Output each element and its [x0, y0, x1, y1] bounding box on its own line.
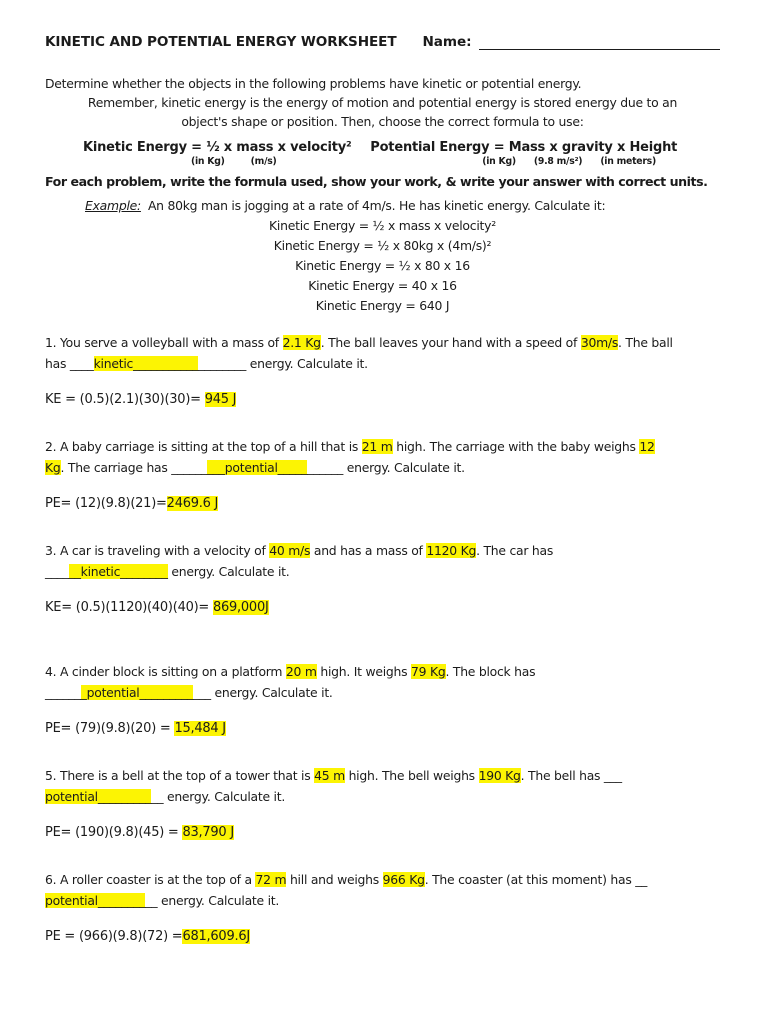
highlighted-text: ___potential_____	[206, 460, 308, 475]
text-segment: ______	[307, 460, 344, 475]
unit-label: (m/s)	[250, 156, 277, 167]
highlighted-text: 190 Kg	[478, 768, 521, 783]
problem-1	[45, 332, 720, 410]
text-segment: has ____	[45, 356, 94, 371]
header-row	[45, 34, 720, 50]
name-blank-line	[479, 36, 720, 50]
text-segment: . The coaster (at this moment) has __	[424, 872, 648, 887]
highlighted-text: 72 m	[255, 872, 287, 887]
intro-line: object's shape or position. Then, choose the correct formula to use:	[181, 114, 584, 129]
highlighted-text: 2469.6 J	[166, 496, 219, 511]
problem-text-line	[45, 561, 720, 582]
problem-5	[45, 765, 720, 843]
text-segment: PE= (79)(9.8)(20) =	[45, 721, 175, 736]
problem-text-line	[45, 457, 720, 478]
text-segment: energy. Calculate it.	[167, 564, 290, 579]
unit-label: (in meters)	[600, 156, 656, 167]
answer-line	[45, 822, 720, 843]
instruction-text: For each problem, write the formula used, show your work, & write your answer with correct units.	[45, 174, 708, 189]
problem-text-line	[45, 869, 720, 890]
kinetic-formula-block	[45, 140, 362, 167]
highlighted-text: 40 m/s	[269, 543, 311, 558]
highlighted-text: 945 J	[204, 392, 237, 407]
intro-line: Determine whether the objects in the following problems have kinetic or potential energy.	[45, 76, 582, 91]
highlighted-text: 30m/s	[580, 335, 619, 350]
example-intro	[45, 198, 720, 213]
problem-text-line	[45, 682, 720, 703]
text-segment: high. The bell weighs	[344, 768, 479, 783]
intro-line: Remember, kinetic energy is the energy of motion and potential energy is stored energy due to an	[87, 95, 678, 110]
problem-3	[45, 540, 720, 618]
text-segment: 6. A roller coaster is at the top of a	[45, 872, 256, 887]
unit-label: (in Kg)	[482, 156, 516, 167]
highlighted-text: potential________	[45, 893, 146, 908]
text-segment: high. It weighs	[316, 664, 412, 679]
intro-paragraph	[45, 74, 720, 131]
potential-formula-units	[370, 156, 720, 167]
highlighted-text: 1120 Kg	[426, 543, 477, 558]
highlighted-text: _potential_________	[80, 685, 193, 700]
highlighted-text: 15,484 J	[174, 721, 226, 736]
answer-line	[45, 389, 720, 410]
problem-text-line	[45, 786, 720, 807]
highlighted-text: __kinetic________	[68, 564, 168, 579]
answer-line	[45, 718, 720, 739]
problem-text-line	[45, 661, 720, 682]
highlighted-text: 79 Kg	[411, 664, 446, 679]
problem-text-line	[45, 765, 720, 786]
name-label: Name:	[422, 34, 472, 50]
answer-line	[45, 926, 720, 947]
problem-4	[45, 661, 720, 739]
text-segment: . The bell has ___	[520, 768, 622, 783]
example-step: Kinetic Energy = ½ x 80kg x (4m/s)²	[273, 238, 492, 253]
text-segment: . The ball leaves your hand with a speed of	[320, 335, 581, 350]
problem-2	[45, 436, 720, 514]
unit-label: (9.8 m/s²)	[533, 156, 583, 167]
text-segment: ______	[45, 685, 81, 700]
page-title: KINETIC AND POTENTIAL ENERGY WORKSHEET	[45, 34, 397, 50]
answer-line	[45, 493, 720, 514]
text-segment: . The carriage has ______	[60, 460, 207, 475]
highlighted-text: kinetic___________	[93, 356, 199, 371]
text-segment: 5. There is a bell at the top of a tower that is	[45, 768, 315, 783]
text-segment: and has a mass of	[310, 543, 427, 558]
text-segment: PE= (190)(9.8)(45) =	[45, 825, 183, 840]
potential-formula-text: Potential Energy = Mass x gravity x Height	[370, 140, 678, 155]
highlighted-text: potential_________	[45, 789, 152, 804]
highlighted-text: 869,000J	[212, 600, 269, 615]
text-segment: 4. A cinder block is sitting on a platform	[45, 664, 286, 679]
text-segment: ___	[193, 685, 211, 700]
text-segment: energy. Calculate it.	[343, 460, 465, 475]
highlighted-text: 45 m	[314, 768, 345, 783]
text-segment: 1. You serve a volleyball with a mass of	[45, 335, 283, 350]
text-segment: high. The carriage with the baby weighs	[392, 439, 640, 454]
highlighted-text: 966 Kg	[382, 872, 425, 887]
problem-text-line	[45, 353, 720, 374]
text-segment: . The block has	[445, 664, 536, 679]
highlighted-text: 12	[639, 439, 655, 454]
highlighted-text: 681,609.6J	[182, 929, 250, 944]
text-segment: hill and weighs	[286, 872, 383, 887]
highlighted-text: 2.1 Kg	[282, 335, 321, 350]
problem-6	[45, 869, 720, 947]
highlighted-text: 83,790 J	[182, 825, 234, 840]
text-segment: ________	[198, 356, 247, 371]
text-segment: . The car has	[476, 543, 554, 558]
problem-text-line	[45, 332, 720, 353]
text-segment: energy. Calculate it.	[210, 685, 333, 700]
highlighted-text: 21 m	[361, 439, 393, 454]
kinetic-formula-units	[83, 156, 362, 167]
example-step: Kinetic Energy = 640 J	[315, 298, 450, 313]
text-segment: KE = (0.5)(2.1)(30)(30)=	[45, 392, 205, 407]
example-step: Kinetic Energy = 40 x 16	[308, 278, 457, 293]
problem-text-line	[45, 436, 720, 457]
potential-formula-block	[362, 140, 720, 167]
example-step: Kinetic Energy = ½ x mass x velocity²	[269, 218, 496, 233]
kinetic-formula-text: Kinetic Energy = ½ x mass x velocity²	[83, 140, 352, 155]
example-label: Example:	[85, 198, 141, 213]
answer-line	[45, 597, 720, 618]
text-segment: __	[145, 893, 158, 908]
text-segment: energy. Calculate it.	[246, 356, 368, 371]
text-segment: PE = (966)(9.8)(72) =	[45, 929, 183, 944]
text-segment: KE= (0.5)(1120)(40)(40)=	[45, 600, 213, 615]
text-segment: 3. A car is traveling with a velocity of	[45, 543, 270, 558]
example-prompt: An 80kg man is jogging at a rate of 4m/s. He has kinetic energy. Calculate it:	[147, 198, 606, 213]
problem-text-line	[45, 540, 720, 561]
highlighted-text: 20 m	[285, 664, 317, 679]
text-segment: PE= (12)(9.8)(21)=	[45, 496, 167, 511]
text-segment: ____	[45, 564, 69, 579]
problem-text-line	[45, 890, 720, 911]
text-segment: . The ball	[618, 335, 673, 350]
text-segment: energy. Calculate it.	[163, 789, 286, 804]
text-segment: __	[151, 789, 164, 804]
example-steps	[45, 216, 720, 316]
unit-label: (in Kg)	[191, 156, 225, 167]
highlighted-text: Kg	[45, 460, 61, 475]
text-segment: energy. Calculate it.	[157, 893, 280, 908]
formula-row	[45, 140, 720, 167]
example-step: Kinetic Energy = ½ x 80 x 16	[295, 258, 470, 273]
text-segment: 2. A baby carriage is sitting at the top of a hill that is	[45, 439, 362, 454]
